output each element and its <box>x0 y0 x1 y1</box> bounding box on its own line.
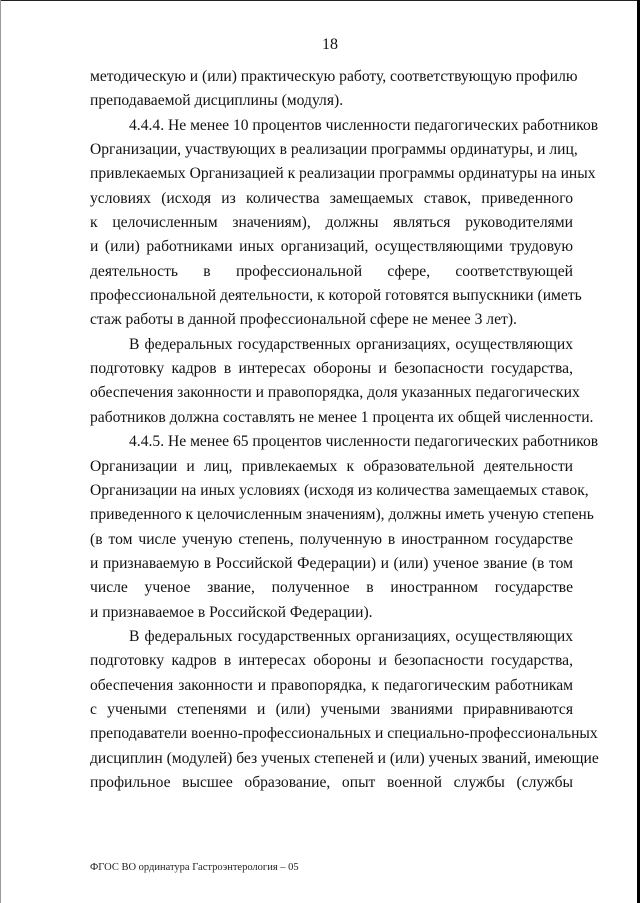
paragraph <box>90 430 599 625</box>
page-number: 18 <box>322 36 338 53</box>
text-line: к целочисленным значениям), должны являться руководителями <box>90 214 573 232</box>
text-line: и признаваемую в Российской Федерации) и (или) ученое звание (в том <box>90 554 573 572</box>
text-line: 4.4.5. Не менее 65 процентов численности педагогических работников <box>129 433 599 451</box>
document-body <box>90 65 599 795</box>
text-line: профессиональной деятельности, к которой готовятся выпускники (иметь <box>90 287 582 305</box>
text-line: стаж работы в данной профессиональной сфере не менее 3 лет). <box>90 311 517 329</box>
text-line: деятельность в профессиональной сфере, соответствующей <box>90 262 573 280</box>
paragraph <box>90 65 578 114</box>
paragraph <box>90 333 594 430</box>
text-line: Организации, участвующих в реализации программы ординатуры, и лиц, <box>90 141 578 159</box>
text-line: обеспечения законности и правопорядка, доля указанных педагогических <box>90 384 580 402</box>
text-line: подготовку кадров в интересах обороны и безопасности государства, <box>90 360 573 378</box>
text-line: обеспечения законности и правопорядка, к педагогическим работникам <box>90 676 573 694</box>
text-line: подготовку кадров в интересах обороны и безопасности государства, <box>90 652 573 670</box>
text-line: числе ученое звание, полученное в иностранном государстве <box>90 579 573 597</box>
text-line: (в том числе ученую степень, полученную в иностранном государстве <box>90 530 573 548</box>
text-line: и (или) работниками иных организаций, осуществляющими трудовую <box>90 238 573 256</box>
text-line: методическую и (или) практическую работу, соответствующую профилю <box>90 68 578 85</box>
paragraph <box>90 625 599 795</box>
text-line: В федеральных государственных организациях, осуществляющих <box>129 335 573 353</box>
text-line: условиях (исходя из количества замещаемых ставок, приведенного <box>90 189 573 207</box>
text-line: с учеными степенями и (или) учеными званиями приравниваются <box>90 700 573 718</box>
text-line: дисциплин (модулей) без ученых степеней и (или) ученых званий, имеющие <box>90 749 599 767</box>
text-line: приведенного к целочисленным значениям), должны иметь ученую степень <box>90 506 594 524</box>
scan-edge-left <box>0 0 1 903</box>
paragraph <box>90 114 599 333</box>
text-line: Организации на иных условиях (исходя из количества замещаемых ставок, <box>90 481 589 499</box>
text-line: преподаватели военно-профессиональных и специально-профессиональных <box>90 725 598 743</box>
text-line: и признаваемое в Российской Федерации). <box>90 603 373 621</box>
document-footer: ФГОС ВО ординатура Гастроэнтерология – 05 <box>90 862 299 873</box>
text-line: привлекаемых Организацией к реализации программы ординатуры на иных <box>90 165 596 183</box>
text-line: 4.4.4. Не менее 10 процентов численности педагогических работников <box>129 116 599 134</box>
scan-edge-top <box>0 0 640 1</box>
text-line: В федеральных государственных организациях, осуществляющих <box>129 627 573 645</box>
text-line: Организации и лиц, привлекаемых к образовательной деятельности <box>90 457 573 475</box>
text-line: преподаваемой дисциплины (модуля). <box>90 92 344 110</box>
text-line: профильное высшее образование, опыт военной службы (службы <box>90 773 573 791</box>
text-line: работников должна составлять не менее 1 процента их общей численности. <box>90 408 594 426</box>
